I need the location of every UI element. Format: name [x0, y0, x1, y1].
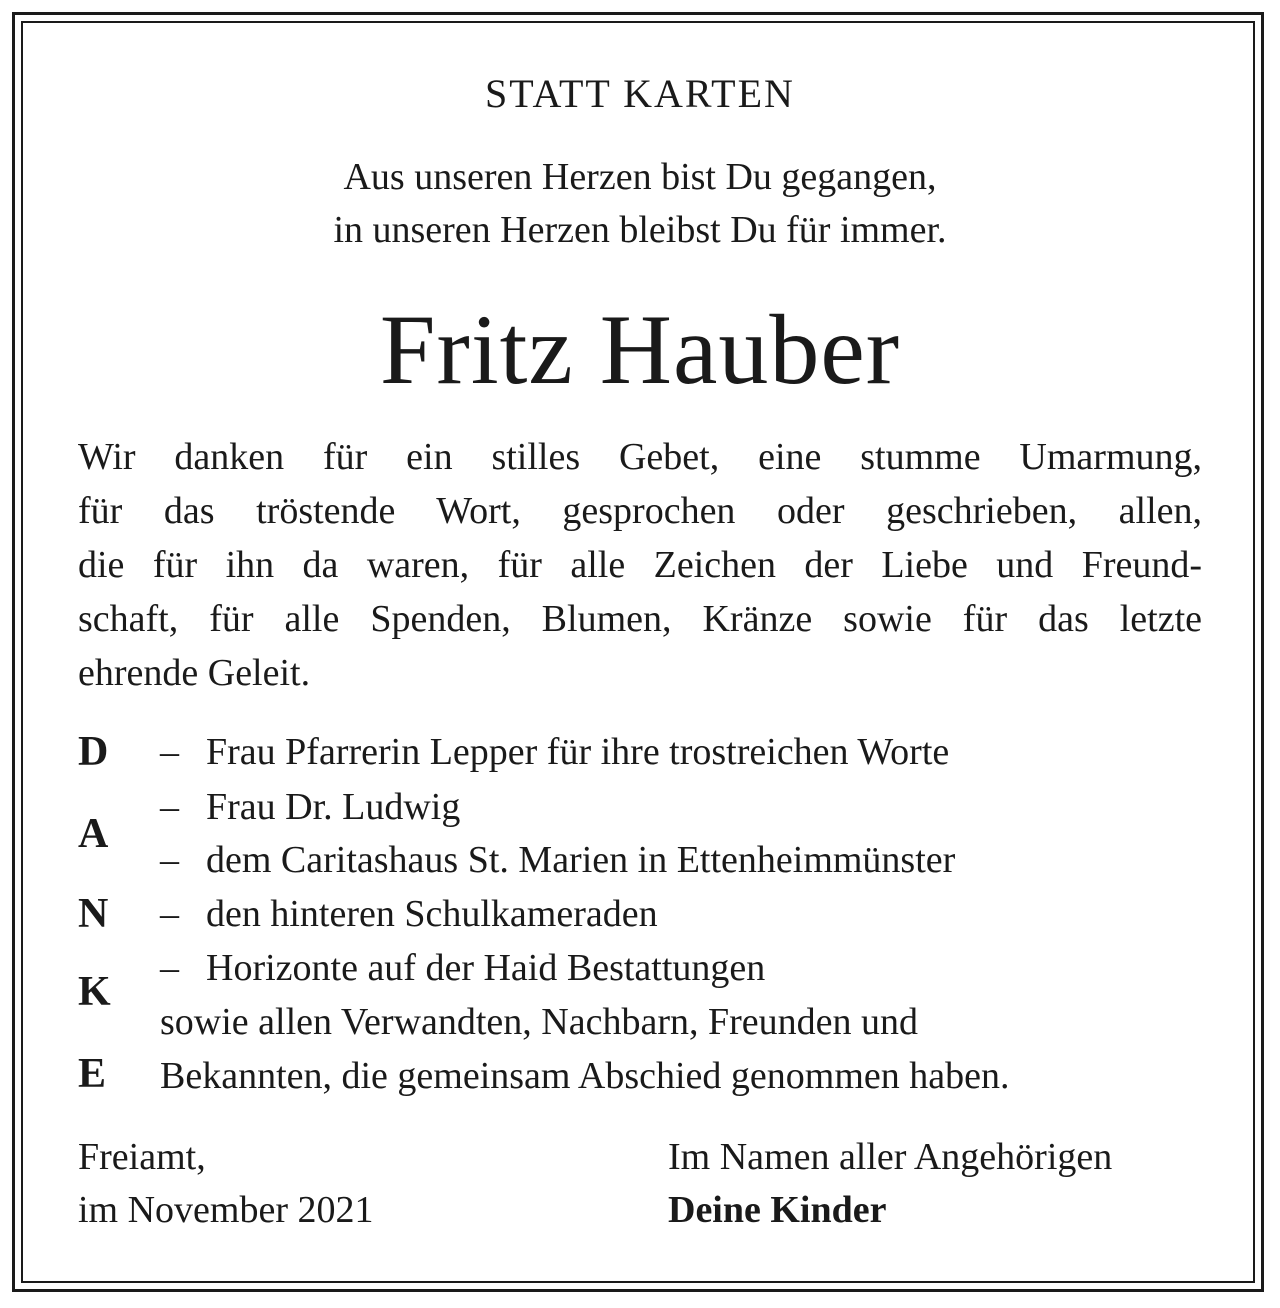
- danke-letter-d: D: [78, 729, 109, 775]
- danke-item: [160, 892, 658, 936]
- danke-item-text: dem Caritashaus St. Marien in Ettenheimmünster: [206, 839, 956, 881]
- dash: –: [160, 731, 179, 773]
- danke-item: [160, 785, 460, 829]
- dash: –: [160, 786, 179, 828]
- thanks-line: die für ihn da waren, für alle Zeichen der Liebe und Freund-: [78, 544, 1202, 586]
- dash: –: [160, 839, 179, 881]
- thanks-line: für das tröstende Wort, gesprochen oder geschrieben, allen,: [78, 490, 1202, 532]
- danke-item-text: den hinteren Schulkameraden: [206, 893, 658, 935]
- danke-item-text: Frau Dr. Ludwig: [206, 786, 461, 828]
- closing-line: sowie allen Verwandten, Nachbarn, Freunden und: [160, 1001, 919, 1043]
- thanks-line: Wir danken für ein stilles Gebet, eine stumme Umarmung,: [78, 436, 1202, 478]
- verse-line-1: Aus unseren Herzen bist Du gegangen,: [343, 156, 937, 198]
- danke-item: [160, 730, 949, 774]
- signature: Deine Kinder: [668, 1189, 887, 1231]
- danke-letter-k: K: [78, 969, 111, 1015]
- date: im November 2021: [78, 1189, 374, 1231]
- place: Freiamt,: [78, 1136, 206, 1178]
- verse-line-2: in unseren Herzen bleibst Du für immer.: [333, 209, 947, 251]
- thanks-paragraph: [78, 430, 1202, 700]
- danke-letter-e: E: [78, 1051, 107, 1097]
- signature-intro: Im Namen aller Angehörigen: [668, 1136, 1113, 1178]
- danke-item-text: Frau Pfarrerin Lepper für ihre trostreichen Worte: [206, 731, 950, 773]
- dash: –: [160, 893, 179, 935]
- header-statt-karten: STATT KARTEN: [485, 71, 795, 116]
- danke-letter-n: N: [78, 891, 109, 937]
- danke-item: [160, 946, 765, 990]
- danke-item-text: Horizonte auf der Haid Bestattungen: [206, 947, 766, 989]
- danke-item: [160, 838, 955, 882]
- thanks-line: ehrende Geleit.: [78, 652, 311, 694]
- dash: –: [160, 947, 179, 989]
- thanks-line: schaft, für alle Spenden, Blumen, Kränze sowie für das letzte: [78, 598, 1202, 640]
- danke-letter-a: A: [78, 811, 109, 857]
- deceased-name: Fritz Hauber: [379, 294, 901, 405]
- closing-line: Bekannten, die gemeinsam Abschied genommen haben.: [160, 1055, 1010, 1097]
